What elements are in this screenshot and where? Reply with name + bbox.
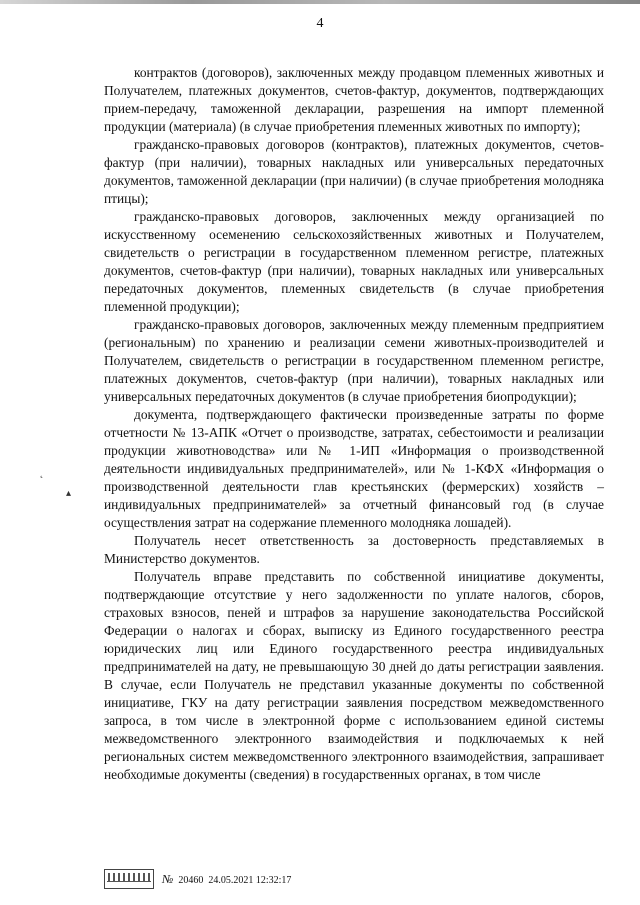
paragraph-3: гражданско-правовых договоров, заключенных между организацией по искусственному осеменению сельскохозяйственных животных и Получателем, свидетельств о регистрации в государственном племенном регистре, платежных документов, счетов-фактур (при наличии), товарных накладных или универсальных передаточных документов, племенных свидетельств (в случае приобретения племенной продукции); [104,209,604,314]
registration-number: 20460 [178,874,204,886]
margin-dot-mark: ▴ [66,488,72,499]
paragraph-2: гражданско-правовых договоров (контрактов), платежных документов, счетов-фактур (при наличии), товарных накладных или универсальных передаточных документов, таможенной декларации (при наличии) (в случае приобретения молодняка птицы); [104,137,604,206]
page-number: 4 [316,16,324,31]
paragraph-4: гражданско-правовых договоров, заключенных между племенным предприятием (региональным) по хранению и реализации семени животных-производителей и Получателем, свидетельств о регистрации в государственном племенном регистре, платежных документов, счетов-фактур (при наличии), товарных накладных или универсальных передаточных документов (в случае приобретения биопродукции); [104,317,604,404]
registration-datetime: 24.05.2021 12:32:17 [208,874,292,886]
margin-tick-mark: ˛ [40,468,44,479]
body-text [104,64,604,784]
footer [104,868,291,890]
registration-line [162,872,291,887]
paragraph-7: Получатель вправе представить по собственной инициативе документы, подтверждающие отсутствие у него задолженности по уплате налогов, сборов, страховых взносов, пеней и штрафов за нарушение законодательства Российской Федерации о налогах и сборах, выписку из Единого государственного реестра юридических лиц или Единого государственного реестра индивидуальных предпринимателей на дату, не превышающую 30 дней до даты регистрации заявления. В случае, если Получатель не представил указанные документы по собственной инициативе, ГКУ на дату регистрации заявления посредством межведомственного запроса, в том числе в электронной форме с использованием единой системы межведомственного электронного взаимодействия и подключаемых к ней региональных систем межведомственного электронного взаимодействия, запрашивает необходимые документы (сведения) в государственных органах, в том числе [104,569,604,782]
scan-top-edge [0,0,640,4]
number-sign: № [162,871,174,886]
paragraph-1: контрактов (договоров), заключенных между продавцом племенных животных и Получателем, платежных документов, счетов-фактур, документов, подтверждающих прием-передачу, таможенной декларации, разрешения на импорт племенной продукции (материала) (в случае приобретения племенных животных по импорту); [104,65,604,134]
paragraph-5: документа, подтверждающего фактически произведенные затраты по форме отчетности № 13-АПК «Отчет о производстве, затратах, себестоимости и реализации продукции животноводства» или № 1-ИП «Информация о производственной деятельности индивидуальных предпринимателей», или № 1-КФХ «Информация о производственной деятельности глав крестьянских (фермерских) хозяйств – индивидуальных предпринимателей» за отчетный финансовый год (в случае осуществления затрат на содержание племенного молодняка лошадей). [104,407,604,530]
paragraph-6: Получатель несет ответственность за достоверность представляемых в Министерство документов. [104,533,604,566]
building-stamp-icon [104,869,154,889]
